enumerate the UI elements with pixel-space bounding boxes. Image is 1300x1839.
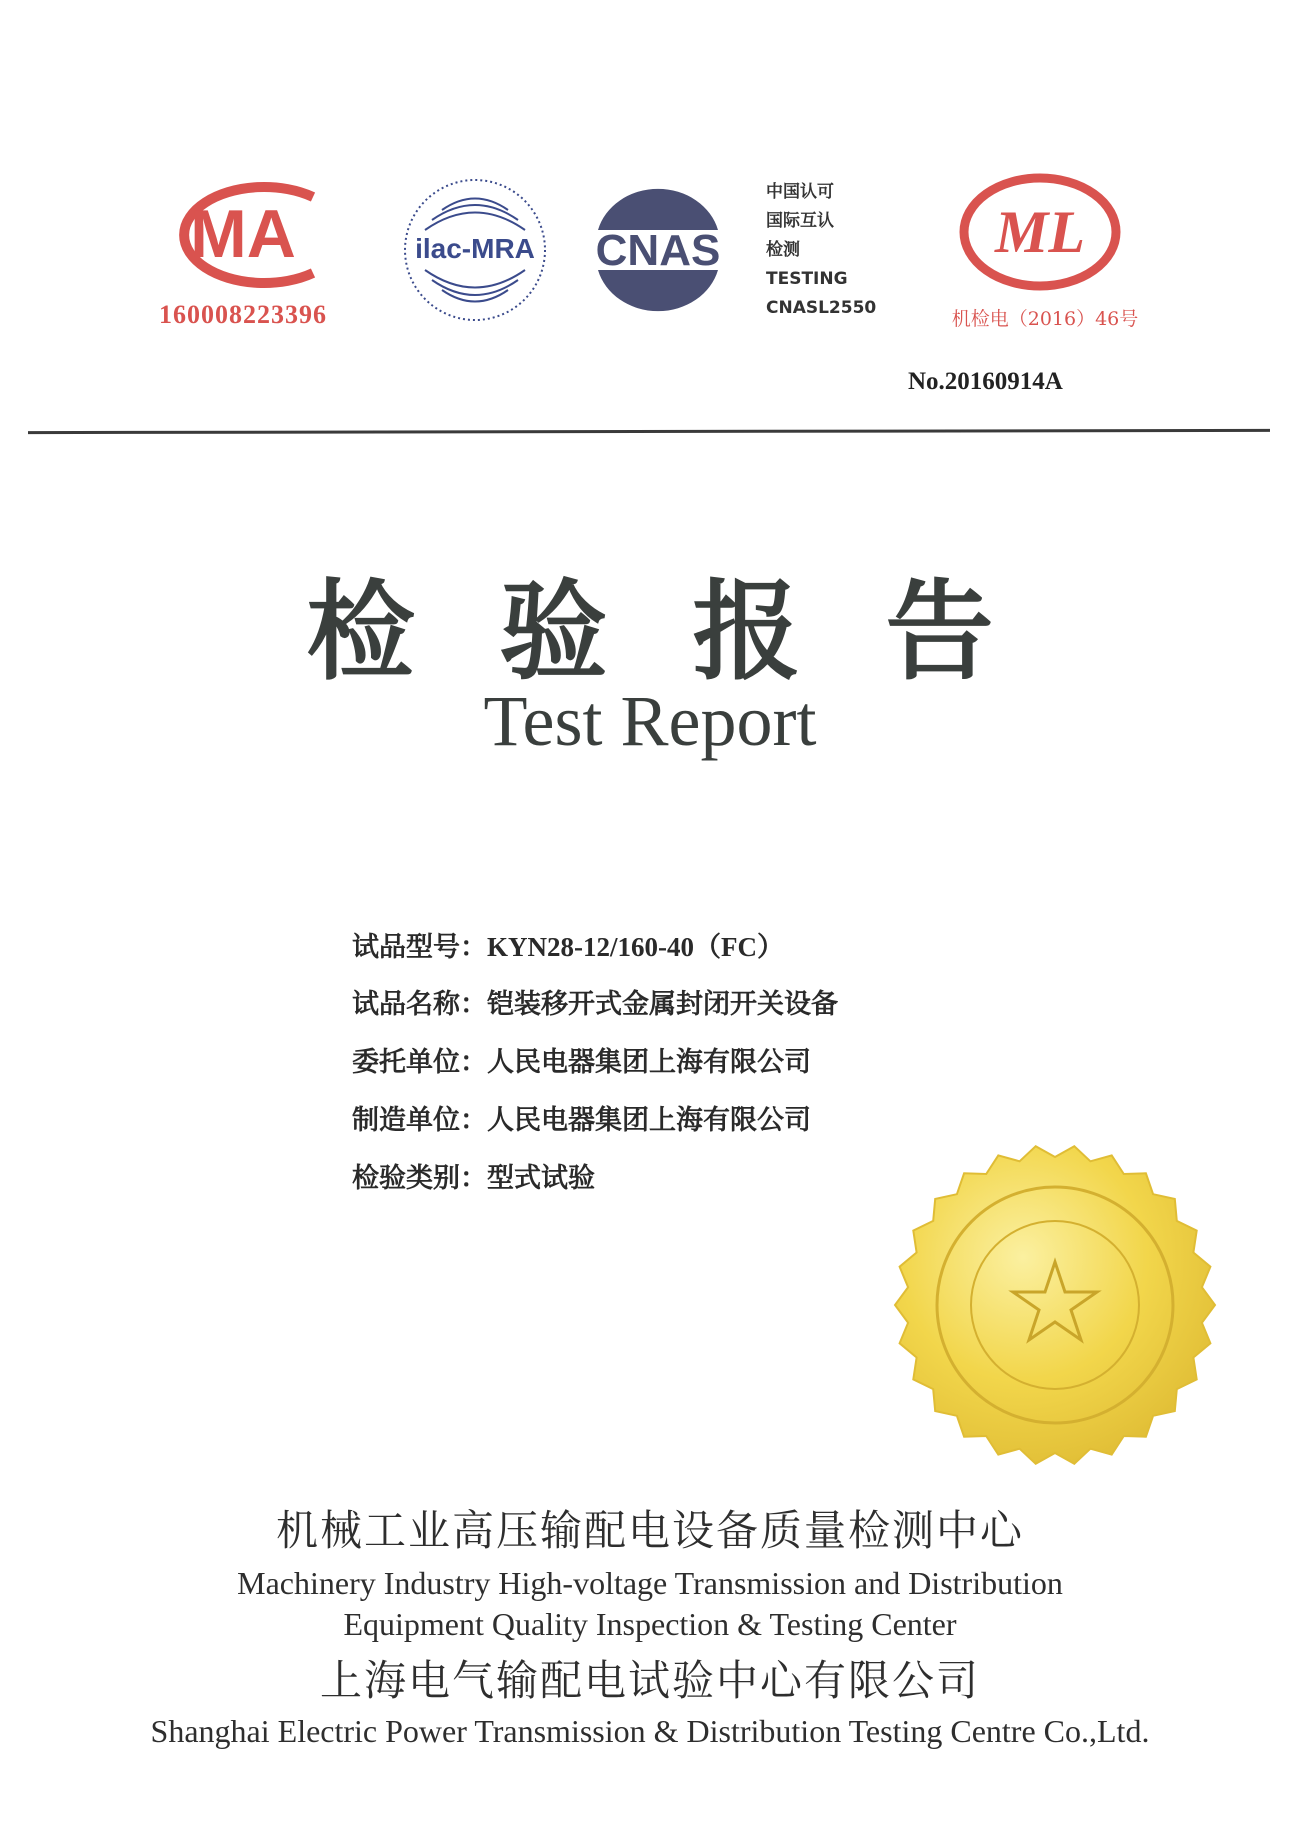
- field-value: 铠装移开式金属封闭开关设备: [487, 989, 838, 1020]
- cnas-line: 国际互认: [766, 211, 834, 231]
- field-value: KYN28-12/160-40（FC）: [487, 932, 784, 962]
- gold-seal-icon: [890, 1140, 1220, 1470]
- cnas-logo-lettering: CNAS: [595, 226, 721, 275]
- cnas-line: CNASL2550: [766, 298, 877, 318]
- field-value: 人民电器集团上海有限公司: [487, 1105, 811, 1136]
- field-label: 制造单位：: [352, 1105, 487, 1136]
- cma-logo-icon: [143, 175, 343, 295]
- cma-logo-lettering: MA: [190, 196, 296, 272]
- company-name-cn: 上海电气输配电试验中心有限公司: [319, 1656, 980, 1705]
- report-number: No.20160914A: [908, 368, 1063, 395]
- field-sample-name: [352, 976, 838, 1034]
- field-sample-model: [352, 918, 838, 976]
- header-divider: [28, 429, 1270, 434]
- field-label: 试品名称：: [352, 989, 487, 1020]
- company-name-en: Shanghai Electric Power Transmission & Distribution Testing Centre Co.,Ltd.: [150, 1713, 1150, 1749]
- ilac-logo-lettering: ilac-MRA: [415, 233, 535, 264]
- cnas-line: TESTING: [766, 269, 848, 289]
- field-value: 型式试验: [487, 1163, 595, 1194]
- field-value: 人民电器集团上海有限公司: [487, 1047, 811, 1078]
- ml-logo-lettering: ML: [995, 199, 1085, 265]
- field-test-type: [352, 1150, 838, 1208]
- issuer-name-cn: 机械工业高压输配电设备质量检测中心: [275, 1506, 1024, 1555]
- ilac-mra-logo-icon: [400, 175, 550, 325]
- ml-certificate-number: 机检电（2016）46号: [951, 308, 1139, 330]
- field-label: 委托单位：: [352, 1047, 487, 1078]
- cnas-logo-icon: [578, 185, 738, 315]
- issuer-name-en-line2: Equipment Quality Inspection & Testing Center: [343, 1606, 957, 1642]
- field-manufacturer: [352, 1092, 838, 1150]
- ml-logo-icon: [955, 170, 1125, 295]
- field-client: [352, 1034, 838, 1092]
- report-title-en: Test Report: [483, 681, 817, 761]
- cma-certificate-number: 160008223396: [159, 300, 327, 329]
- cnas-line: 检测: [766, 240, 800, 260]
- cnas-line: 中国认可: [766, 182, 834, 202]
- cnas-accreditation-text: [766, 178, 876, 323]
- report-fields: [352, 918, 838, 1208]
- report-title-cn: 检验报告: [306, 570, 1079, 695]
- issuer-name-en-line1: Machinery Industry High-voltage Transmission and Distribution: [237, 1565, 1063, 1601]
- field-label: 检验类别：: [352, 1163, 487, 1194]
- field-label: 试品型号：: [352, 932, 487, 963]
